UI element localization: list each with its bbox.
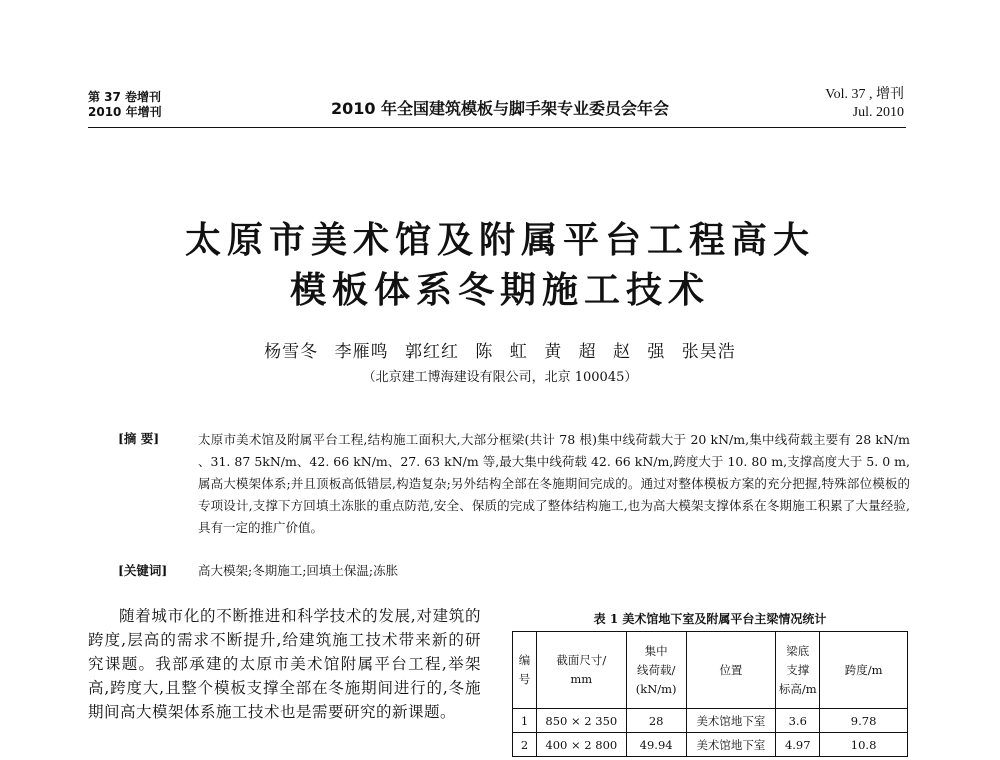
intro-paragraph: 随着城市化的不断推进和科学技术的发展,对建筑的跨度,层高的需求不断提升,给建筑施工技术带来新的研究课题。我部承建的太原市美术馆附属平台工程,举架高,跨度大,且整个模板支撑全部在冬施期间进行的,冬施期间高大模架体系施工技术也是需要研究的新课题。 [88, 607, 481, 721]
cell-load: 28 [626, 709, 686, 733]
author-list: 杨雪冬 李雁鸣 郭红红 陈 虹 黄 超 赵 强 张昊浩 [264, 342, 736, 362]
abstract-label: [摘 要] [118, 431, 160, 446]
conference-name: 2010 年全国建筑模板与脚手架专业委员会年会 [330, 99, 670, 118]
cell-no: 1 [513, 709, 537, 733]
table-row [513, 709, 908, 733]
cell-no: 2 [513, 733, 537, 757]
journal-volume-english-line1: Vol. 37 , 增刊 [825, 87, 904, 102]
cell-span: 9.78 [820, 709, 908, 733]
header-support-height: 梁底 支撑 标高/m [776, 632, 820, 709]
header-divider [88, 127, 906, 128]
header-section-size: 截面尺寸/ mm [536, 632, 626, 709]
cell-position: 美术馆地下室 [686, 709, 776, 733]
cell-section: 400 × 2 800 [536, 733, 626, 757]
cell-height: 3.6 [776, 709, 820, 733]
header-position: 位置 [686, 632, 776, 709]
keywords-text: 高大模架;冬期施工;回填土保温;冻胀 [198, 563, 399, 578]
header-span: 跨度/m [820, 632, 908, 709]
table-caption: 表 1 美术馆地下室及附属平台主梁情况统计 [593, 612, 827, 626]
journal-volume-line1: 第 37 卷增刊 [88, 90, 162, 104]
header-no: 编 号 [513, 632, 537, 709]
journal-date: Jul. 2010 [852, 105, 904, 120]
cell-load: 49.94 [626, 733, 686, 757]
cell-section: 850 × 2 350 [536, 709, 626, 733]
beam-statistics-table [512, 631, 908, 757]
paper-title-line1: 太原市美术馆及附属平台工程高大 [184, 219, 815, 261]
cell-position: 美术馆地下室 [686, 733, 776, 757]
journal-volume-english [825, 86, 904, 122]
header-line-load: 集中 线荷载/ (kN/m) [626, 632, 686, 709]
abstract-text: 太原市美术馆及附属平台工程,结构施工面积大,大部分框梁(共计 78 根)集中线荷载大于 20 kN/m,集中线荷载主要有 28 kN/m 、31. 87 5kN/m、42. 66 kN/m、27. 63 kN/m 等,最大集中线荷载 42. 66 kN/m,跨度大于 10. 80 m,支撑高度大于 5. 0 m,属高大模架体系;并且顶板高低错层,构造复杂;另外结构全部在冬施期间完成的。通过对整体模板方案的充分把握,特殊部位模板的专项设计,支撑下方回填土冻胀的重点防范,安全、保质的完成了整体结构施工,也为高大模架支撑体系在冬期施工积累了大量经验,具有一定的推广价值。 [198, 432, 910, 535]
cell-height: 4.97 [776, 733, 820, 757]
journal-volume-line2: 2010 年增刊 [88, 105, 162, 119]
cell-span: 10.8 [820, 733, 908, 757]
keywords-label: [关键词] [118, 563, 168, 578]
table-row [513, 733, 908, 757]
author-affiliation: （北京建工博海建设有限公司，北京 100045） [362, 370, 638, 385]
table-header-row [513, 632, 908, 709]
paper-title-line2: 模板体系冬期施工技术 [289, 269, 710, 311]
